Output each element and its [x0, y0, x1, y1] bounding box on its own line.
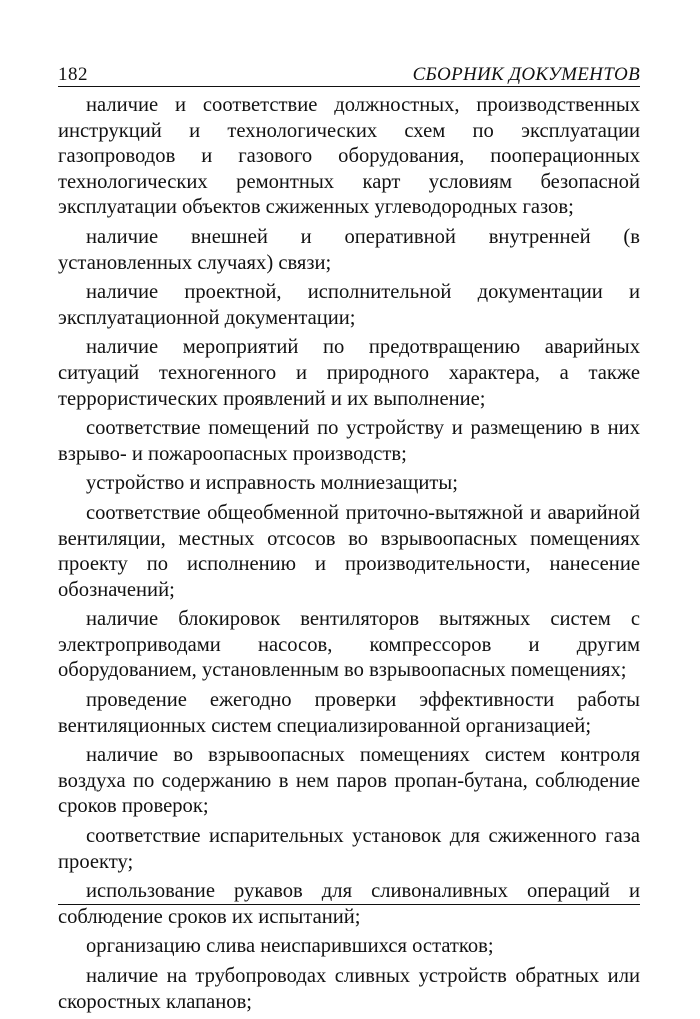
paragraph: соответствие общеобменной приточно-вытяжной и аварийной вентиляции, местных отсосов во взрывоопасных помещениях проекту по исполнению и производительности, нанесение обозначений;	[58, 501, 640, 601]
paragraph: организацию слива неиспарившихся остатков;	[86, 935, 494, 958]
paragraph: проведение ежегодно проверки эффективности работы вентиляционных систем специализированной организацией;	[58, 689, 640, 737]
paragraph: наличие блокировок вентиляторов вытяжных систем с электроприводами насосов, компрессоров и другим оборудованием, установленным во взрывоопасных помещениях;	[58, 608, 640, 682]
paragraph: соответствие помещений по устройству и размещению в них взрыво- и пожароопасных производств;	[58, 417, 640, 465]
paragraph: наличие проектной, исполнительной документации и эксплуатационной документации;	[58, 281, 640, 329]
paragraph: соответствие испарительных установок для сжиженного газа проекту;	[58, 825, 640, 873]
paragraph: наличие и соответствие должностных, производственных инструкций и технологических схем по эксплуатации газопроводов и газового оборудования, пооперационных технологических ремонтных карт условиям безопасной эксплуатации объектов сжиженных углеводородных газов;	[58, 94, 640, 219]
paragraph: устройство и исправность молниезащиты;	[86, 472, 458, 495]
paragraph: наличие мероприятий по предотвращению аварийных ситуаций техногенного и природного характера, а также террористических проявлений и их выполнение;	[58, 336, 640, 410]
document-page	[58, 58, 640, 1019]
paragraph: наличие на трубопроводах сливных устройств обратных или скоростных клапанов;	[58, 965, 640, 1013]
footer-rule	[58, 904, 640, 905]
paragraph: наличие внешней и оперативной внутренней (в установленных случаях) связи;	[58, 225, 640, 274]
paragraph: использование рукавов для сливоналивных операций и соблюдение сроков их испытаний;	[58, 880, 640, 928]
running-title: СБОРНИК ДОКУМЕНТОВ	[412, 64, 640, 85]
page-header	[58, 58, 640, 87]
paragraph: наличие во взрывоопасных помещениях систем контроля воздуха по содержанию в нем паров пропан-бутана, соблюдение сроков проверок;	[58, 744, 640, 818]
body-text	[58, 93, 640, 1015]
page-number: 182	[58, 64, 88, 85]
